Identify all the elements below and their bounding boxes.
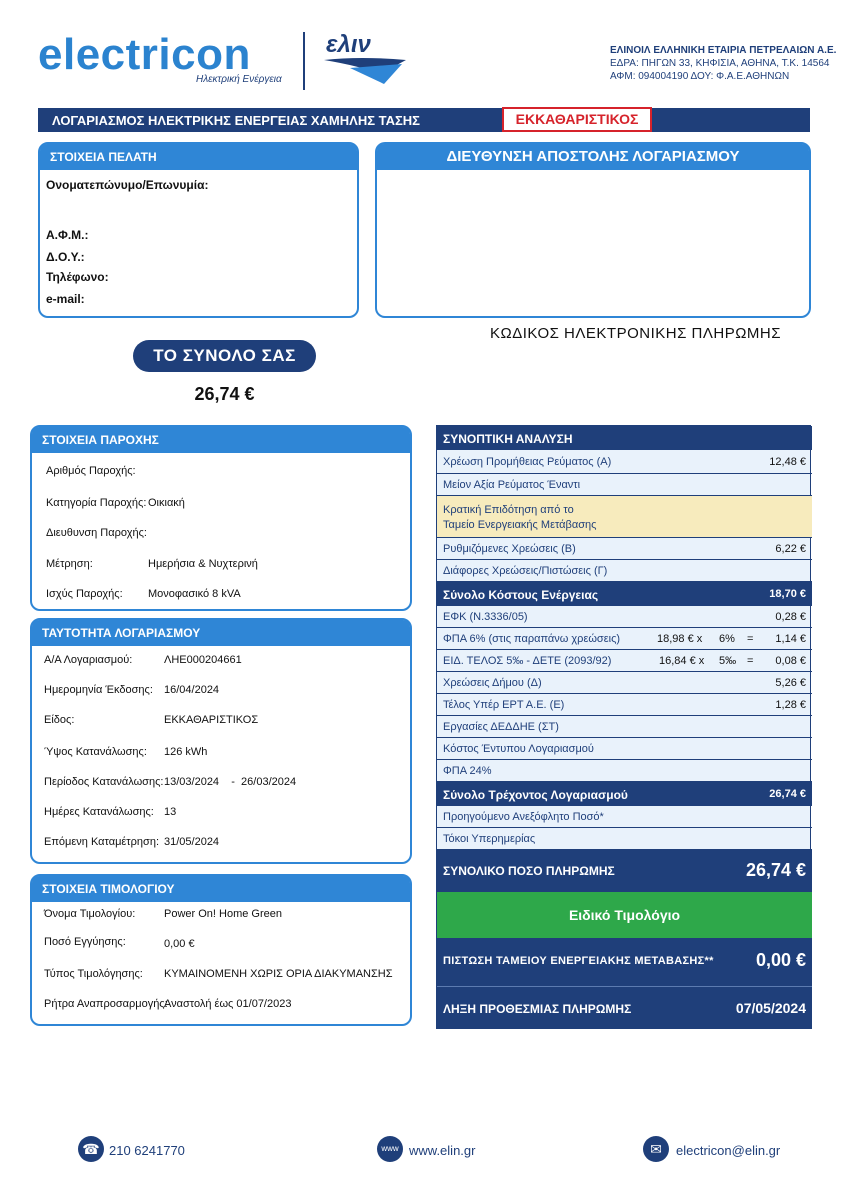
logo-divider (303, 32, 305, 90)
elin-logo-text: ελιν (326, 31, 371, 58)
issue-date-value: 16/04/2024 (164, 684, 220, 696)
special-fee-equals: = (747, 655, 754, 667)
special-fee-rate: 5‰ (719, 655, 737, 667)
tariff-name-label: Όνομα Τιμολογίου: (44, 908, 136, 920)
analysis-row (437, 760, 812, 782)
analysis-row (437, 606, 812, 628)
supply-metering-value: Ημερήσια & Νυχτερινή (148, 558, 258, 570)
analysis-heading-row (437, 426, 812, 450)
bill-kind-value: ΕΚΚΑΘΑΡΙΣΤΙΚΟΣ (164, 714, 259, 726)
brand-subtitle: Ηλεκτρική Ενέργεια (196, 74, 282, 85)
customer-heading: ΣΤΟΙΧΕΙΑ ΠΕΛΑΤΗ (40, 144, 357, 170)
current-total-value: 26,74 € (769, 788, 806, 800)
analysis-heading: ΣΥΝΟΠΤΙΚΗ ΑΝΑΛΥΣΗ (443, 432, 573, 446)
analysis-row (437, 650, 812, 672)
company-info (610, 44, 836, 83)
supply-number-label: Αριθμός Παροχής: (46, 465, 136, 477)
special-fee-base: 16,84 € x (659, 655, 705, 667)
misc-charges-label: Διάφορες Χρεώσεις/Πιστώσεις (Γ) (443, 565, 608, 577)
bill-kind-label: Είδος: (44, 714, 75, 726)
efk-value: 0,28 € (775, 611, 806, 623)
municipal-value: 5,26 € (775, 677, 806, 689)
guarantee-label: Ποσό Εγγύησης: (44, 936, 126, 948)
tariff-heading: ΣΤΟΙΧΕΙΑ ΤΙΜΟΛΟΓΙΟΥ (32, 876, 410, 902)
current-total-label: Σύνολο Τρέχοντος Λογαριασμού (443, 788, 628, 802)
mailing-address-heading: ΔΙΕΥΘΥΝΣΗ ΑΠΟΣΤΟΛΗΣ ΛΟΓΑΡΙΑΣΜΟΥ (377, 144, 809, 170)
vat6-label: ΦΠΑ 6% (στις παραπάνω χρεώσεις) (443, 633, 621, 645)
customer-doy-label: Δ.Ο.Υ.: (46, 250, 85, 264)
pricing-type-value: ΚΥΜΑΙΝΟΜΕΝΗ ΧΩΡΙΣ ΟΡΙΑ ΔΙΑΚΥΜΑΝΣΗΣ (164, 968, 393, 980)
pricing-type-label: Τύπος Τιμολόγησης: (44, 968, 143, 980)
analysis-row (437, 560, 812, 582)
customer-email-label: e-mail: (46, 292, 85, 306)
analysis-row (437, 672, 812, 694)
analysis-row (437, 716, 812, 738)
analysis-row (437, 694, 812, 716)
analysis-row (437, 538, 812, 560)
previous-balance-label: Προηγούμενο Ανεξόφλητο Ποσό* (443, 811, 604, 823)
supply-charge-value: 12,48 € (769, 456, 806, 468)
next-reading-label: Επόμενη Καταμέτρηση: (44, 836, 159, 848)
supply-charge-label: Χρέωση Προμήθειας Ρεύματος (Α) (443, 456, 612, 468)
analysis-row (437, 628, 812, 650)
due-date-label: ΛΗΞΗ ΠΡΟΘΕΣΜΙΑΣ ΠΛΗΡΩΜΗΣ (443, 1002, 632, 1016)
mailing-address-panel (375, 142, 811, 318)
days-label: Ημέρες Κατανάλωσης: (44, 806, 154, 818)
period-label: Περίοδος Κατανάλωσης: (44, 776, 164, 788)
footer-email[interactable]: electricon@elin.gr (676, 1143, 781, 1158)
fund-credit-label: ΠΙΣΤΩΣΗ ΤΑΜΕΙΟΥ ΕΝΕΡΓΕΙΑΚΗΣ ΜΕΤΑΒΑΣΗΣ** (443, 955, 714, 967)
supply-heading: ΣΤΟΙΧΕΙΑ ΠΑΡΟΧΗΣ (32, 427, 410, 453)
regulated-value: 6,22 € (775, 543, 806, 555)
title-bar (38, 108, 810, 132)
brand-logo: electricon (38, 30, 251, 79)
email-icon: ✉ (643, 1136, 669, 1162)
customer-panel (38, 142, 359, 318)
payment-total-row (437, 850, 812, 892)
analysis-row (437, 806, 812, 828)
footer-website[interactable]: www.elin.gr (409, 1143, 476, 1158)
consumption-value: 126 kWh (164, 746, 208, 758)
tariff-panel (30, 874, 412, 1026)
fund-credit-row (437, 938, 812, 986)
total-label: ΤΟ ΣΥΝΟΛΟ ΣΑΣ (133, 340, 316, 372)
customer-afm-label: Α.Φ.Μ.: (46, 228, 89, 242)
bill-type-badge: ΕΚΚΑΘΑΡΙΣΤΙΚΟΣ (502, 107, 652, 132)
subsidy-label-a: Κρατική Επιδότηση από το (443, 504, 574, 516)
efk-label: ΕΦΚ (Ν.3336/05) (443, 611, 528, 623)
vat6-base: 18,98 € x (657, 633, 703, 645)
due-date-row (437, 986, 812, 1029)
subsidy-label-b: Ταμείο Ενεργειακής Μετάβασης (443, 519, 597, 531)
elin-logo-icon (320, 30, 410, 90)
supply-panel (30, 425, 412, 611)
company-tax: ΑΦΜ: 094004190 ΔΟΥ: Φ.Α.Ε.ΑΘΗΝΩΝ (610, 71, 790, 82)
bill-title: ΛΟΓΑΡΙΑΣΜΟΣ ΗΛΕΚΤΡΙΚΗΣ ΕΝΕΡΓΕΙΑΣ ΧΑΜΗΛΗΣ ΤΑΣΗΣ (52, 113, 420, 128)
globe-icon: www (377, 1136, 403, 1162)
payment-total-value: 26,74 € (745, 860, 806, 880)
analysis-row (437, 474, 812, 496)
analysis-row (437, 738, 812, 760)
energy-cost-value: 18,70 € (769, 588, 806, 600)
customer-name-label: Ονοματεπώνυμο/Επωνυμία: (46, 178, 209, 192)
energy-cost-label: Σύνολο Κόστους Ενέργειας (443, 588, 599, 602)
guarantee-value: 0,00 € (164, 938, 195, 950)
analysis-row-subsidy (437, 496, 812, 538)
phone-icon: ☎ (78, 1136, 104, 1162)
special-tariff-banner: Ειδικό Τιμολόγιο (437, 892, 812, 938)
epay-code-label: ΚΩΔΙΚΟΣ ΗΛΕΚΤΡΟΝΙΚΗΣ ΠΛΗΡΩΜΗΣ (490, 325, 782, 342)
payment-total-label: ΣΥΝΟΛΙΚΟ ΠΟΣΟ ΠΛΗΡΩΜΗΣ (443, 864, 615, 878)
analysis-row (437, 450, 812, 474)
supply-power-label: Ισχύς Παροχής: (46, 588, 123, 600)
supply-power-value: Μονοφασικό 8 kVA (148, 588, 241, 600)
consumption-label: Ύψος Κατανάλωσης: (44, 746, 147, 758)
supply-metering-label: Μέτρηση: (46, 558, 93, 570)
advance-deduction-label: Μείον Αξία Ρεύματος Έναντι (443, 479, 581, 491)
supply-address-label: Διευθυνση Παροχής: (46, 527, 147, 539)
ert-label: Τέλος Υπέρ ΕΡΤ Α.Ε. (Ε) (443, 699, 565, 711)
supply-category-label: Κατηγορία Παροχής: (46, 497, 147, 509)
bill-identity-heading: ΤΑΥΤΟΤΗΤΑ ΛΟΓΑΡΙΑΣΜΟΥ (32, 620, 410, 646)
analysis-row (437, 828, 812, 850)
special-fee-value: 0,08 € (775, 655, 806, 667)
due-date-value: 07/05/2024 (735, 1000, 806, 1016)
company-name: ΕΛΙΝΟΙΛ ΕΛΛΗΝΙΚΗ ΕΤΑΙΡΙΑ ΠΕΤΡΕΛΑΙΩΝ Α.Ε. (610, 45, 837, 56)
next-reading-value: 31/05/2024 (164, 836, 220, 848)
ert-value: 1,28 € (775, 699, 806, 711)
vat6-rate: 6% (719, 633, 735, 645)
supply-category-value: Οικιακή (148, 497, 185, 509)
fund-credit-value: 0,00 € (755, 950, 806, 970)
bill-number-value: ΛΗΕ000204661 (164, 654, 242, 666)
vat24-label: ΦΠΑ 24% (443, 765, 492, 777)
analysis-panel (436, 425, 811, 1029)
company-address: ΕΔΡΑ: ΠΗΓΩΝ 33, ΚΗΦΙΣΙΑ, ΑΘΗΝΑ, Τ.Κ. 14564 (610, 58, 830, 69)
current-total-row (437, 782, 812, 806)
tariff-name-value: Power On! Home Green (164, 908, 282, 920)
footer-phone[interactable]: 210 6241770 (109, 1143, 185, 1158)
municipal-label: Χρεώσεις Δήμου (Δ) (443, 677, 542, 689)
adjustment-label: Ρήτρα Αναπροσαρμογής: (44, 998, 168, 1010)
days-value: 13 (164, 806, 177, 818)
vat6-value: 1,14 € (775, 633, 806, 645)
vat6-equals: = (747, 633, 754, 645)
special-fee-label: ΕΙΔ. ΤΕΛΟΣ 5‰ - ΔΕΤΕ (2093/92) (443, 655, 612, 667)
deddie-label: Εργασίες ΔΕΔΔΗΕ (ΣΤ) (443, 721, 559, 733)
adjustment-value: Αναστολή έως 01/07/2023 (164, 998, 292, 1010)
total-value: 26,74 € (194, 384, 255, 404)
print-cost-label: Κόστος Έντυπου Λογαριασμού (443, 743, 594, 755)
customer-phone-label: Τηλέφωνο: (46, 270, 109, 284)
period-value: 13/03/2024 - 26/03/2024 (164, 776, 297, 788)
bill-identity-panel (30, 618, 412, 864)
issue-date-label: Ημερομηνία Έκδοσης: (44, 684, 153, 696)
bill-number-label: Α/Α Λογαριασμού: (44, 654, 133, 666)
regulated-label: Ρυθμιζόμενες Χρεώσεις (Β) (443, 543, 576, 555)
energy-cost-row (437, 582, 812, 606)
late-interest-label: Τόκοι Υπερημερίας (443, 833, 536, 845)
